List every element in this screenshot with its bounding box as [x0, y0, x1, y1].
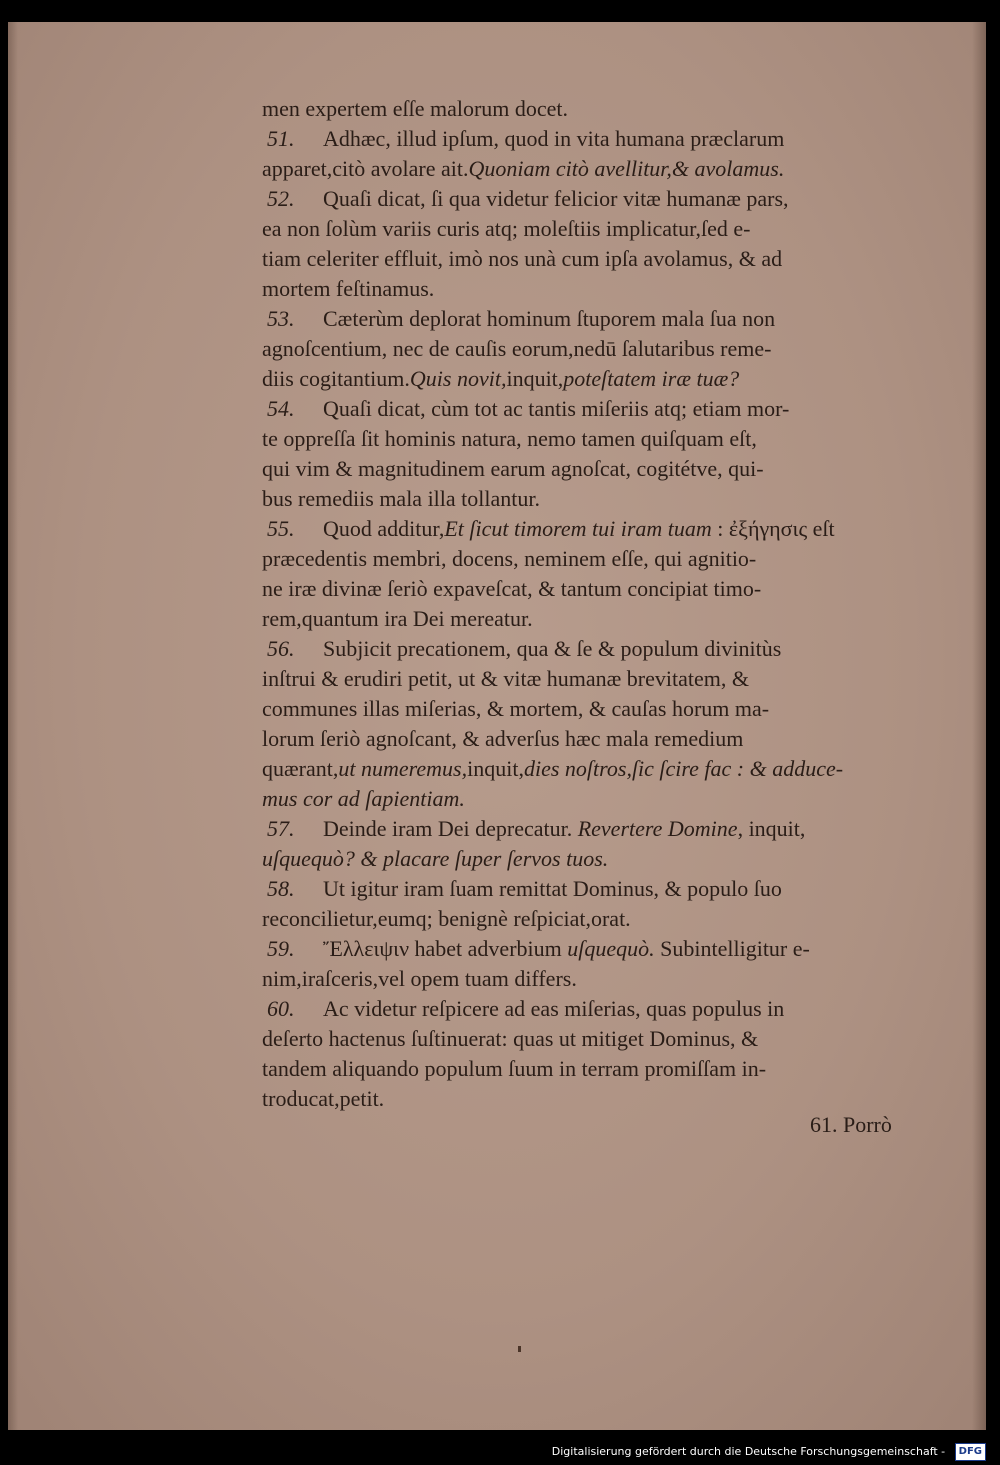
- italic-text: mus cor ad ſapientiam.: [262, 786, 465, 811]
- paragraph-number: 52.: [267, 186, 295, 211]
- dfg-logo: DFG: [955, 1443, 986, 1461]
- page-edge-shadow-left: [8, 22, 18, 1430]
- roman-text: Quod additur,: [323, 516, 445, 541]
- paragraph-number: 59.: [267, 936, 295, 961]
- text-line: [262, 844, 927, 874]
- roman-text: Ἔλλειψιν habet adverbium: [323, 936, 568, 961]
- text-line: [262, 994, 927, 1024]
- roman-text: ea non ſolùm variis curis atq; moleſtiis implicatur,ſed e-: [262, 216, 751, 241]
- roman-text: bus remediis mala illa tollantur.: [262, 486, 540, 511]
- text-line: [262, 514, 927, 544]
- text-line: [262, 784, 927, 814]
- page-edge-shadow-right: [972, 22, 986, 1430]
- roman-text: qui vim & magnitudinem earum agnoſcat, cogitétve, qui-: [262, 456, 764, 481]
- roman-text: Ac videtur reſpicere ad eas miſerias, quas populus in: [323, 996, 785, 1021]
- text-line: [262, 394, 927, 424]
- roman-text: Quaſi dicat, ſi qua videtur felicior vitæ humanæ pars,: [323, 186, 789, 211]
- roman-text: : ἐξήγησις eſt: [711, 516, 835, 541]
- italic-text: Revertere Domine: [577, 816, 738, 841]
- paragraph-number: 55.: [267, 516, 295, 541]
- roman-text: communes illas miſerias, & mortem, & cauſas horum ma-: [262, 696, 770, 721]
- text-line: [262, 304, 927, 334]
- text-line: [262, 664, 927, 694]
- text-line: [262, 694, 927, 724]
- text-line: [262, 94, 927, 124]
- text-line: [262, 184, 927, 214]
- text-line: [262, 874, 927, 904]
- roman-text: te oppreſſa ſit hominis natura, nemo tamen quiſquam eſt,: [262, 426, 757, 451]
- italic-text: ut numeremus,: [338, 756, 468, 781]
- italic-text: uſquequò? & placare ſuper ſervos tuos.: [262, 846, 609, 871]
- text-line: [262, 934, 927, 964]
- text-line: [262, 274, 927, 304]
- text-line: [262, 604, 927, 634]
- paragraph-number: 57.: [267, 816, 295, 841]
- text-line: [262, 544, 927, 574]
- roman-text: Deinde iram Dei deprecatur.: [323, 816, 578, 841]
- catchword: 61. Porrò: [810, 1112, 892, 1137]
- roman-text: Quaſi dicat, cùm tot ac tantis miſeriis atq; etiam mor-: [323, 396, 790, 421]
- italic-text: poteſtatem iræ tuæ?: [563, 366, 740, 391]
- italic-text: Quoniam citò avellitur,& avolamus.: [468, 156, 785, 181]
- roman-text: , inquit,: [737, 816, 806, 841]
- roman-text: reconcilietur,eumq; benignè reſpiciat,orat.: [262, 906, 631, 931]
- italic-text: dies noſtros,ſic ſcire fac : & adduce-: [523, 756, 844, 781]
- roman-text: mortem feſtinamus.: [262, 276, 435, 301]
- text-line: [262, 964, 927, 994]
- roman-text: Cæterùm deplorat hominum ſtuporem mala ſua non: [323, 306, 776, 331]
- roman-text: diis cogitantium.: [262, 366, 410, 391]
- text-line: [262, 814, 927, 844]
- roman-text: Adhæc, illud ipſum, quod in vita humana præclarum: [323, 126, 785, 151]
- text-line: [262, 214, 927, 244]
- text-line: [262, 574, 927, 604]
- roman-text: inquit,: [506, 366, 564, 391]
- roman-text: inquit,: [467, 756, 524, 781]
- roman-text: troducat,petit.: [262, 1086, 385, 1111]
- paragraph-number: 53.: [267, 306, 295, 331]
- paragraph-number: 54.: [267, 396, 295, 421]
- text-line: [262, 364, 927, 394]
- text-line: [262, 484, 927, 514]
- roman-text: Subjicit precationem, qua & ſe & populum divinitùs: [323, 636, 782, 661]
- roman-text: Ut igitur iram ſuam remittat Dominus, & populo ſuo: [323, 876, 782, 901]
- text-line: [262, 754, 927, 784]
- body-text: [262, 94, 927, 1114]
- roman-text: inſtrui & erudiri petit, ut & vitæ humanæ brevitatem, &: [262, 666, 749, 691]
- roman-text: Subintelligitur e-: [654, 936, 810, 961]
- roman-text: ne iræ divinæ ſeriò expaveſcat, & tantum concipiat timo-: [262, 576, 762, 601]
- text-line: [262, 904, 927, 934]
- paragraph-number: 51.: [267, 126, 295, 151]
- roman-text: apparet,citò avolare ait.: [262, 156, 469, 181]
- text-line: [262, 334, 927, 364]
- text-line: [262, 154, 927, 184]
- roman-text: quærant,: [262, 756, 339, 781]
- italic-text: uſquequò.: [567, 936, 655, 961]
- footer-text: Digitalisierung gefördert durch die Deutsche Forschungsgemeinschaft -: [551, 1445, 946, 1458]
- roman-text: tandem aliquando populum ſuum in terram promiſſam in-: [262, 1056, 767, 1081]
- page-mark: [518, 1346, 521, 1352]
- roman-text: lorum ſeriò agnoſcant, & adverſus hæc mala remedium: [262, 726, 744, 751]
- text-line: [262, 454, 927, 484]
- roman-text: præcedentis membri, docens, neminem eſſe, qui agnitio-: [262, 546, 757, 571]
- paragraph-number: 56.: [267, 636, 295, 661]
- roman-text: nim,iraſceris,vel opem tuam differs.: [262, 966, 577, 991]
- text-line: [262, 424, 927, 454]
- footer-credit: [552, 1439, 986, 1465]
- italic-text: Quis novit,: [409, 366, 507, 391]
- roman-text: agnoſcentium, nec de cauſis eorum,nedū ſalutaribus reme-: [262, 336, 772, 361]
- roman-text: deſerto hactenus ſuſtinuerat: quas ut mitiget Dominus, &: [262, 1026, 759, 1051]
- paragraph-number: 58.: [267, 876, 295, 901]
- roman-text: rem,quantum ira Dei mereatur.: [262, 606, 533, 631]
- text-line: [262, 244, 927, 274]
- text-line: [262, 124, 927, 154]
- roman-text: tiam celeriter effluit, imò nos unà cum ipſa avolamus, & ad: [262, 246, 783, 271]
- text-line: [262, 634, 927, 664]
- italic-text: Et ſicut timorem tui iram tuam: [444, 516, 712, 541]
- text-line: [262, 724, 927, 754]
- text-line: [262, 1084, 927, 1114]
- text-line: [262, 1054, 927, 1084]
- roman-text: men expertem eſſe malorum docet.: [262, 96, 569, 121]
- paragraph-number: 60.: [267, 996, 295, 1021]
- text-line: [262, 1024, 927, 1054]
